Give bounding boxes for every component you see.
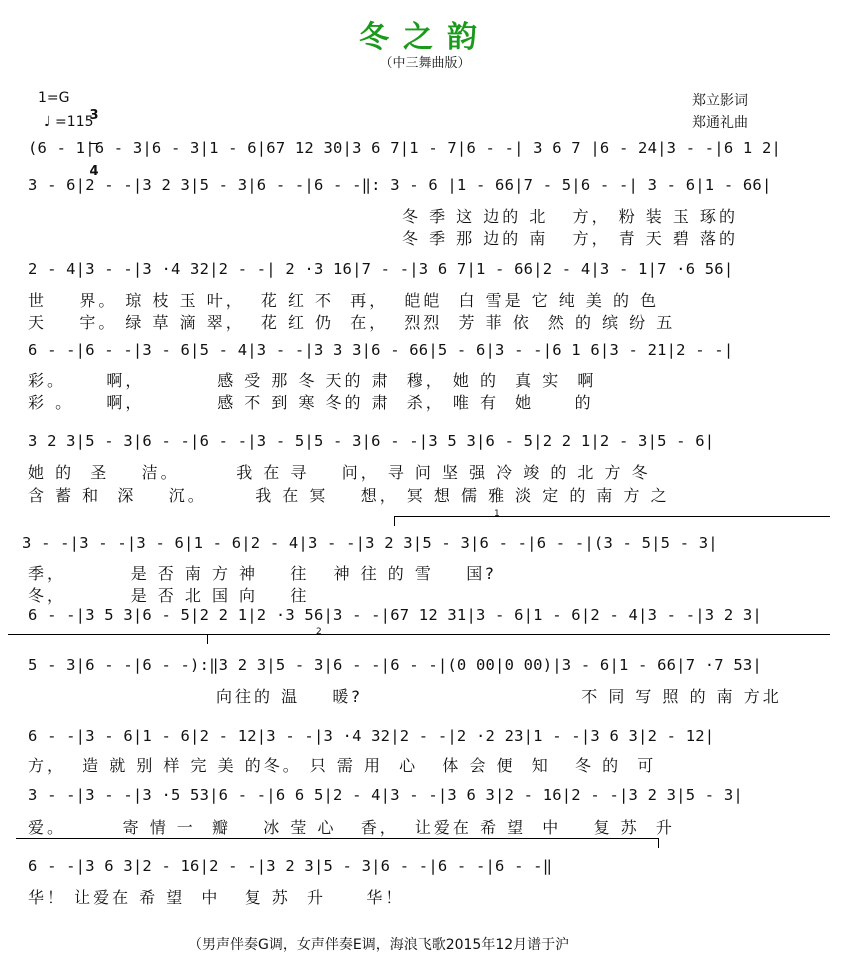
score-row-6-notes: 3 - -|3 - -|3 - 6|1 - 6|2 - 4|3 - -|3 2 3|5 - 3|6 - -|6 - -|(3 - 5|5 - 3| [22,534,718,552]
tempo-marking: ♩ =115 [44,114,94,130]
song-subtitle: （中三舞曲版） [379,56,471,71]
volta-1-label: 1 [494,509,500,519]
key-signature: 1=G [38,90,70,106]
score-row-4-lyrics-1: 彩。 啊， 感 受 那 冬 天的 肃 穆， 她 的 真 实 啊 [28,371,597,390]
score-row-8-notes: 5 - 3|6 - -|6 - -):‖3 2 3|5 - 3|6 - -|6 - -|(0 00|0 00)|3 - 6|1 - 66|7 ·7 53| [28,656,762,674]
volta-1-bracket-end [394,516,395,526]
score-row-3-notes: 2 - 4|3 - -|3 ·4 32|2 - -| 2 ·3 16|7 - -|3 6 7|1 - 66|2 - 4|3 - 1|7 ·6 56| [28,260,734,278]
score-row-9-lyrics-1: 方， 造 就 别 样 完 美 的冬。 只 需 用 心 体 会 便 知 冬 的 可 [28,756,657,775]
score-row-11-lyrics-1: 华！ 让爱在 希 望 中 复 苏 升 华！ [28,888,405,907]
final-bracket-end [658,838,659,848]
score-row-10-lyrics-1: 爱。 寄 情 一 瓣 冰 莹 心 香， 让爱在 希 望 中 复 苏 升 [28,818,675,837]
time-numerator: 3 [89,108,99,123]
score-row-5-notes: 3 2 3|5 - 3|6 - -|6 - -|3 - 5|5 - 3|6 - -|3 5 3|6 - 5|2 2 1|2 - 3|5 - 6| [28,432,715,450]
final-bracket [16,838,658,839]
score-row-6-lyrics-1: 季， 是 否 南 方 神 往 神 往 的 雪 国? [28,564,497,583]
lyricist-credit: 郑立影词 [692,93,748,109]
score-row-7-notes: 6 - -|3 5 3|6 - 5|2 2 1|2 ·3 56|3 - -|67 12 31|3 - 6|1 - 6|2 - 4|3 - -|3 2 3| [28,606,762,624]
score-row-2-lyrics-1: 冬 季 这 边的 北 方， 粉 装 玉 琢的 [402,207,738,226]
score-row-5-lyrics-2: 含 蓄 和 深 沉。 我 在 冥 想， 冥 想 儒 雅 淡 定 的 南 方 之 [28,486,670,505]
score-row-8-lyrics-1: 向往的 温 暖? 不 同 写 照 的 南 方北 [216,687,782,706]
composer-credit: 郑通礼曲 [692,115,748,131]
time-signature [88,88,100,188]
footer-note: （男声伴奏G调，女声伴奏E调，海浪飞歌2015年12月谱于沪 [188,937,570,953]
score-row-3-lyrics-2: 天 宇。 绿 草 滴 翠， 花 红 仍 在， 烈烈 芳 菲 依 然 的 缤 纷 五 [28,313,676,332]
score-row-5-lyrics-1: 她 的 圣 洁。 我 在 寻 问， 寻 问 坚 强 冷 竣 的 北 方 冬 [28,463,651,482]
score-row-10-notes: 3 - -|3 - -|3 ·5 53|6 - -|6 6 5|2 - 4|3 - -|3 6 3|2 - 16|2 - -|3 2 3|5 - 3| [28,786,743,804]
score-row-3-lyrics-1: 世 界。 琼 枝 玉 叶， 花 红 不 再， 皑皑 白 雪是 它 纯 美 的 色 [28,291,660,310]
time-denominator: 4 [89,164,99,179]
score-row-2-lyrics-2: 冬 季 那 边的 南 方， 青 天 碧 落的 [402,229,738,248]
volta-2-bracket-end [207,634,208,644]
score-row-1-notes: (6 - 1|6 - 3|6 - 3|1 - 6|67 12 30|3 6 7|1 - 7|6 - -| 3 6 7 |6 - 24|3 - -|6 1 2| [28,139,782,157]
volta-2-label: 2 [316,627,322,637]
volta-2-bracket [8,634,830,635]
score-row-6-lyrics-2: 冬， 是 否 北 国 向 往 [28,586,310,605]
score-row-4-notes: 6 - -|6 - -|3 - 6|5 - 4|3 - -|3 3 3|6 - 66|5 - 6|3 - -|6 1 6|3 - 21|2 - -| [28,341,734,359]
song-title: 冬之韵 [359,20,491,55]
score-row-9-notes: 6 - -|3 - 6|1 - 6|2 - 12|3 - -|3 ·4 32|2 - -|2 ·2 23|1 - -|3 6 3|2 - 12| [28,727,715,745]
score-row-11-notes: 6 - -|3 6 3|2 - 16|2 - -|3 2 3|5 - 3|6 - -|6 - -|6 - -‖ [28,857,553,875]
score-row-4-lyrics-2: 彩 。 啊， 感 不 到 寒 冬的 肃 杀， 唯 有 她 的 [28,393,594,412]
volta-1-bracket [394,516,830,517]
score-row-2-notes: 3 - 6|2 - -|3 2 3|5 - 3|6 - -|6 - -‖: 3 - 6 |1 - 66|7 - 5|6 - -| 3 - 6|1 - 66| [28,176,772,194]
